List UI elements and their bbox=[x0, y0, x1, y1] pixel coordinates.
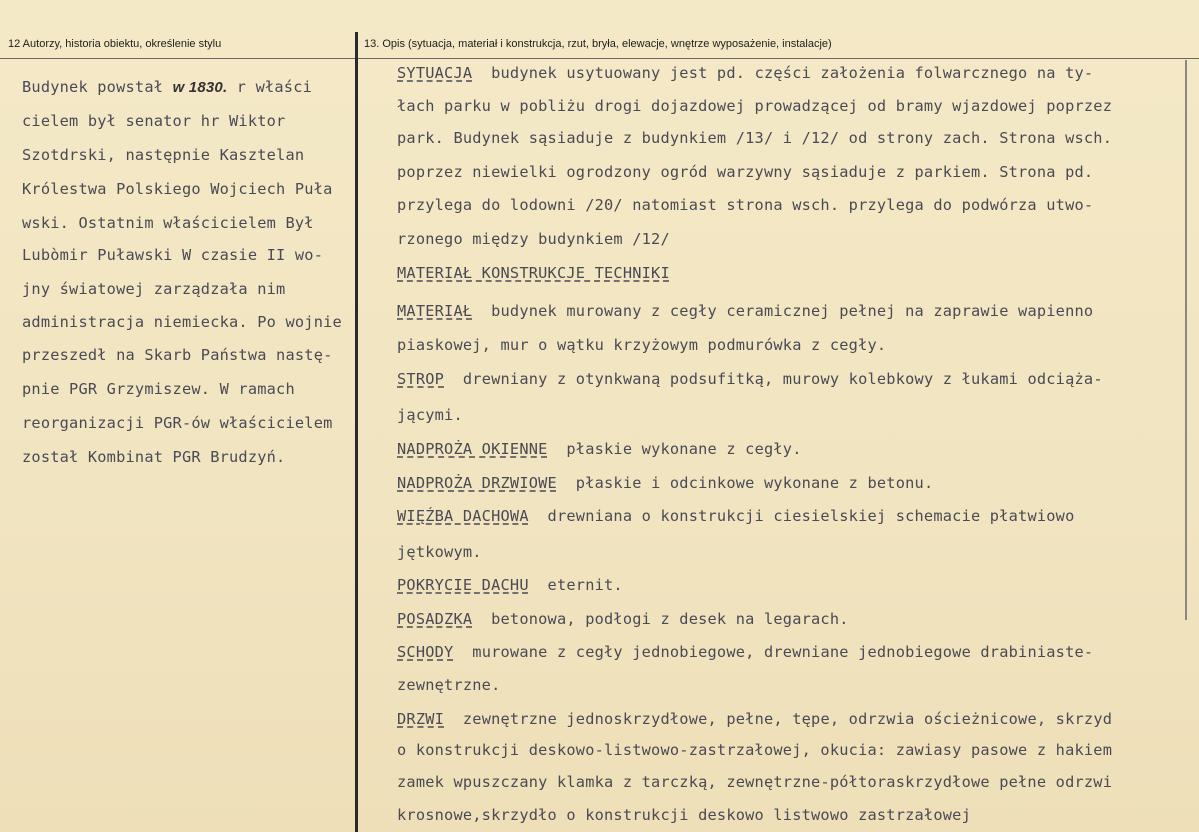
section-label: NADPROŻA DRZWIOWE bbox=[397, 474, 557, 492]
description-line bbox=[397, 741, 1112, 759]
description-text: jętkowym. bbox=[397, 543, 482, 561]
section-label: NADPROŻA OKIENNE bbox=[397, 440, 548, 458]
description-text: betonowa, podłogi z desek na legarach. bbox=[472, 610, 849, 628]
description-line bbox=[397, 773, 1112, 791]
description-line bbox=[397, 440, 802, 458]
description-line bbox=[397, 97, 1112, 115]
section-label: MATERIAŁ KONSTRUKCJE TECHNIKI bbox=[397, 264, 670, 282]
history-line bbox=[22, 78, 312, 96]
column-divider bbox=[355, 32, 358, 832]
description-text: łach parku w pobliżu drogi dojazdowej prowadzącej od bramy wjazdowej poprzez bbox=[397, 97, 1113, 115]
description-text: poprzez niewielki ogrodzony ogród warzywny sąsiaduje z parkiem. Strona pd. bbox=[397, 163, 1094, 181]
description-line bbox=[397, 264, 670, 282]
history-line: przeszedł na Skarb Państwa nastę- bbox=[22, 346, 333, 364]
description-line bbox=[397, 474, 933, 492]
description-line bbox=[397, 196, 1093, 214]
description-text: przylega do lodowni /20/ natomiast strona wsch. przylega do podwórza utwo- bbox=[397, 196, 1094, 214]
description-text: piaskowej, mur o wątku krzyżowym podmurówka z cegły. bbox=[397, 336, 887, 354]
description-line bbox=[397, 806, 971, 824]
description-text: zamek wpuszczany klamka z tarczką, zewnętrzne-półtoraskrzydłowe pełne odrzwi bbox=[397, 773, 1113, 791]
section-label: POKRYCIE DACHU bbox=[397, 576, 529, 594]
description-text: krosnowe,skrzydło o konstrukcji deskowo listwowo zastrzałowej bbox=[397, 806, 971, 824]
description-line bbox=[397, 406, 463, 424]
description-line bbox=[397, 710, 1112, 728]
description-text: drewniany z otynkwaną podsufitką, murowy kolebkowy z łukami odciąża- bbox=[444, 370, 1103, 388]
description-line bbox=[397, 302, 1093, 320]
history-line: wski. Ostatnim właścicielem Był bbox=[22, 214, 314, 232]
description-line bbox=[397, 676, 501, 694]
description-text: zewnętrzne jednoskrzydłowe, pełne, tępe, odrzwia ościeżnicowe, skrzyd bbox=[444, 710, 1113, 728]
history-line: jny światowej zarządzała nim bbox=[22, 280, 286, 298]
description-line bbox=[397, 576, 623, 594]
history-line: został Kombinat PGR Brudzyń. bbox=[22, 448, 286, 466]
description-text: płaskie i odcinkowe wykonane z betonu. bbox=[556, 474, 934, 492]
description-line bbox=[397, 507, 1075, 525]
section-12-header: 12 Autorzy, historia obiektu, określenie stylu bbox=[8, 38, 222, 50]
description-line bbox=[397, 610, 849, 628]
section-label: SCHODY bbox=[397, 643, 454, 661]
description-text: zewnętrzne. bbox=[397, 676, 501, 694]
section-label: STROP bbox=[397, 370, 445, 388]
description-line bbox=[397, 643, 1093, 661]
section-label: POSADZKA bbox=[397, 610, 473, 628]
description-line bbox=[397, 230, 670, 248]
description-text: drewniana o konstrukcji ciesielskiej schemacie płatwiowo bbox=[528, 507, 1075, 525]
description-text: murowane z cegły jednobiegowe, drewniane jednobiegowe drabiniaste- bbox=[453, 643, 1094, 661]
header-rule bbox=[0, 58, 1199, 59]
section-label: MATERIAŁ bbox=[397, 302, 473, 320]
handwritten-date: w 1830. bbox=[172, 79, 228, 96]
description-text: jącymi. bbox=[397, 406, 463, 424]
history-line: Królestwa Polskiego Wojciech Puła bbox=[22, 180, 333, 198]
section-13-header: 13. Opis (sytuacja, materiał i konstrukcja, rzut, bryła, elewacje, wnętrze wyposażenie, instalacje) bbox=[364, 38, 832, 50]
description-text: budynek murowany z cegły ceramicznej pełnej na zaprawie wapienno bbox=[472, 302, 1094, 320]
section-label: DRZWI bbox=[397, 710, 445, 728]
description-text: płaskie wykonane z cegły. bbox=[547, 440, 802, 458]
history-line: administracja niemiecka. Po wojnie bbox=[22, 313, 342, 331]
description-line bbox=[397, 163, 1093, 181]
history-line: reorganizacji PGR-ów właścicielem bbox=[22, 414, 333, 432]
description-text: budynek usytuowany jest pd. części założenia folwarcznego na ty- bbox=[472, 64, 1094, 82]
history-line: Szotdrski, następnie Kasztelan bbox=[22, 146, 305, 164]
description-line bbox=[397, 370, 1103, 388]
description-text: eternit. bbox=[528, 576, 623, 594]
right-margin-line bbox=[1185, 60, 1187, 620]
description-line bbox=[397, 336, 886, 354]
description-line bbox=[397, 543, 482, 561]
description-text: rzonego między budynkiem /12/ bbox=[397, 230, 670, 248]
history-typed-text: r właści bbox=[227, 78, 313, 96]
description-text: o konstrukcji deskowo-listwowo-zastrzałowej, okucia: zawiasy pasowe z hakiem bbox=[397, 741, 1113, 759]
section-label: WIĘŹBA DACHOWA bbox=[397, 507, 529, 525]
history-typed-text: Budynek powstał bbox=[22, 78, 173, 96]
description-line bbox=[397, 129, 1112, 147]
history-line: Lubòmir Puławski W czasie II wo- bbox=[22, 246, 324, 264]
section-label: SYTUACJA bbox=[397, 64, 473, 82]
history-line: pnie PGR Grzymiszew. W ramach bbox=[22, 380, 295, 398]
description-line bbox=[397, 64, 1093, 82]
description-text: park. Budynek sąsiaduje z budynkiem /13/ i /12/ od strony zach. Strona wsch. bbox=[397, 129, 1113, 147]
history-line: cielem był senator hr Wiktor bbox=[22, 112, 286, 130]
